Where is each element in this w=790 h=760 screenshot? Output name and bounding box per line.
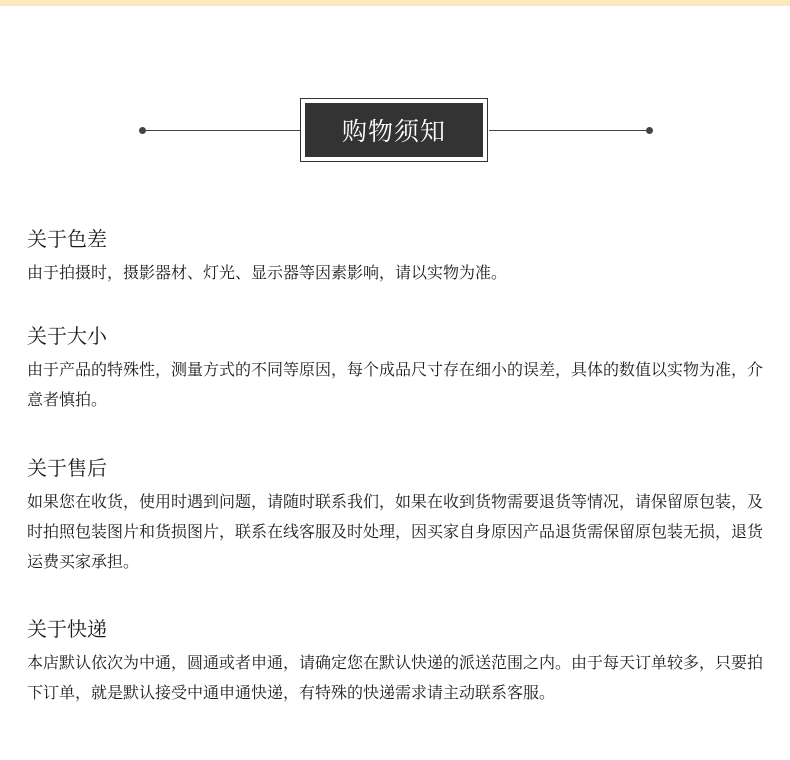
section-body: 由于产品的特殊性，测量方式的不同等原因，每个成品尺寸存在细小的误差，具体的数值以实物为准，介意者慎拍。 xyxy=(27,360,764,409)
section-body: 本店默认依次为中通，圆通或者申通，请确定您在默认快递的派送范围之内。由于每天订单较多，只要拍下订单，就是默认接受中通申通快递，有特殊的快递需求请主动联系客服。 xyxy=(27,653,764,702)
title-frame xyxy=(300,98,488,162)
title-left-line xyxy=(142,130,302,131)
section-heading: 关于大小 xyxy=(27,324,107,348)
section-heading: 关于快递 xyxy=(27,617,107,641)
top-decor-strip xyxy=(0,0,790,6)
title-right-dot xyxy=(646,127,653,134)
section-body: 由于拍摄时，摄影器材、灯光、显示器等因素影响，请以实物为准。 xyxy=(27,263,508,282)
section-heading: 关于售后 xyxy=(27,456,107,480)
section-color-difference xyxy=(27,226,767,288)
section-body: 如果您在收货，使用时遇到问题，请随时联系我们，如果在收到货物需要退货等情况，请保留原包装，及时拍照包装图片和货损图片，联系在线客服及时处理，因买家自身原因产品退货需保留原包装无损，退货运费买家承担。 xyxy=(27,492,764,571)
title-right-line xyxy=(489,130,649,131)
title-banner xyxy=(0,96,790,166)
page-title: 购物须知 xyxy=(305,103,483,157)
section-after-sales xyxy=(27,455,767,577)
section-heading: 关于色差 xyxy=(27,227,107,251)
section-shipping xyxy=(27,616,767,708)
section-size xyxy=(27,323,767,415)
